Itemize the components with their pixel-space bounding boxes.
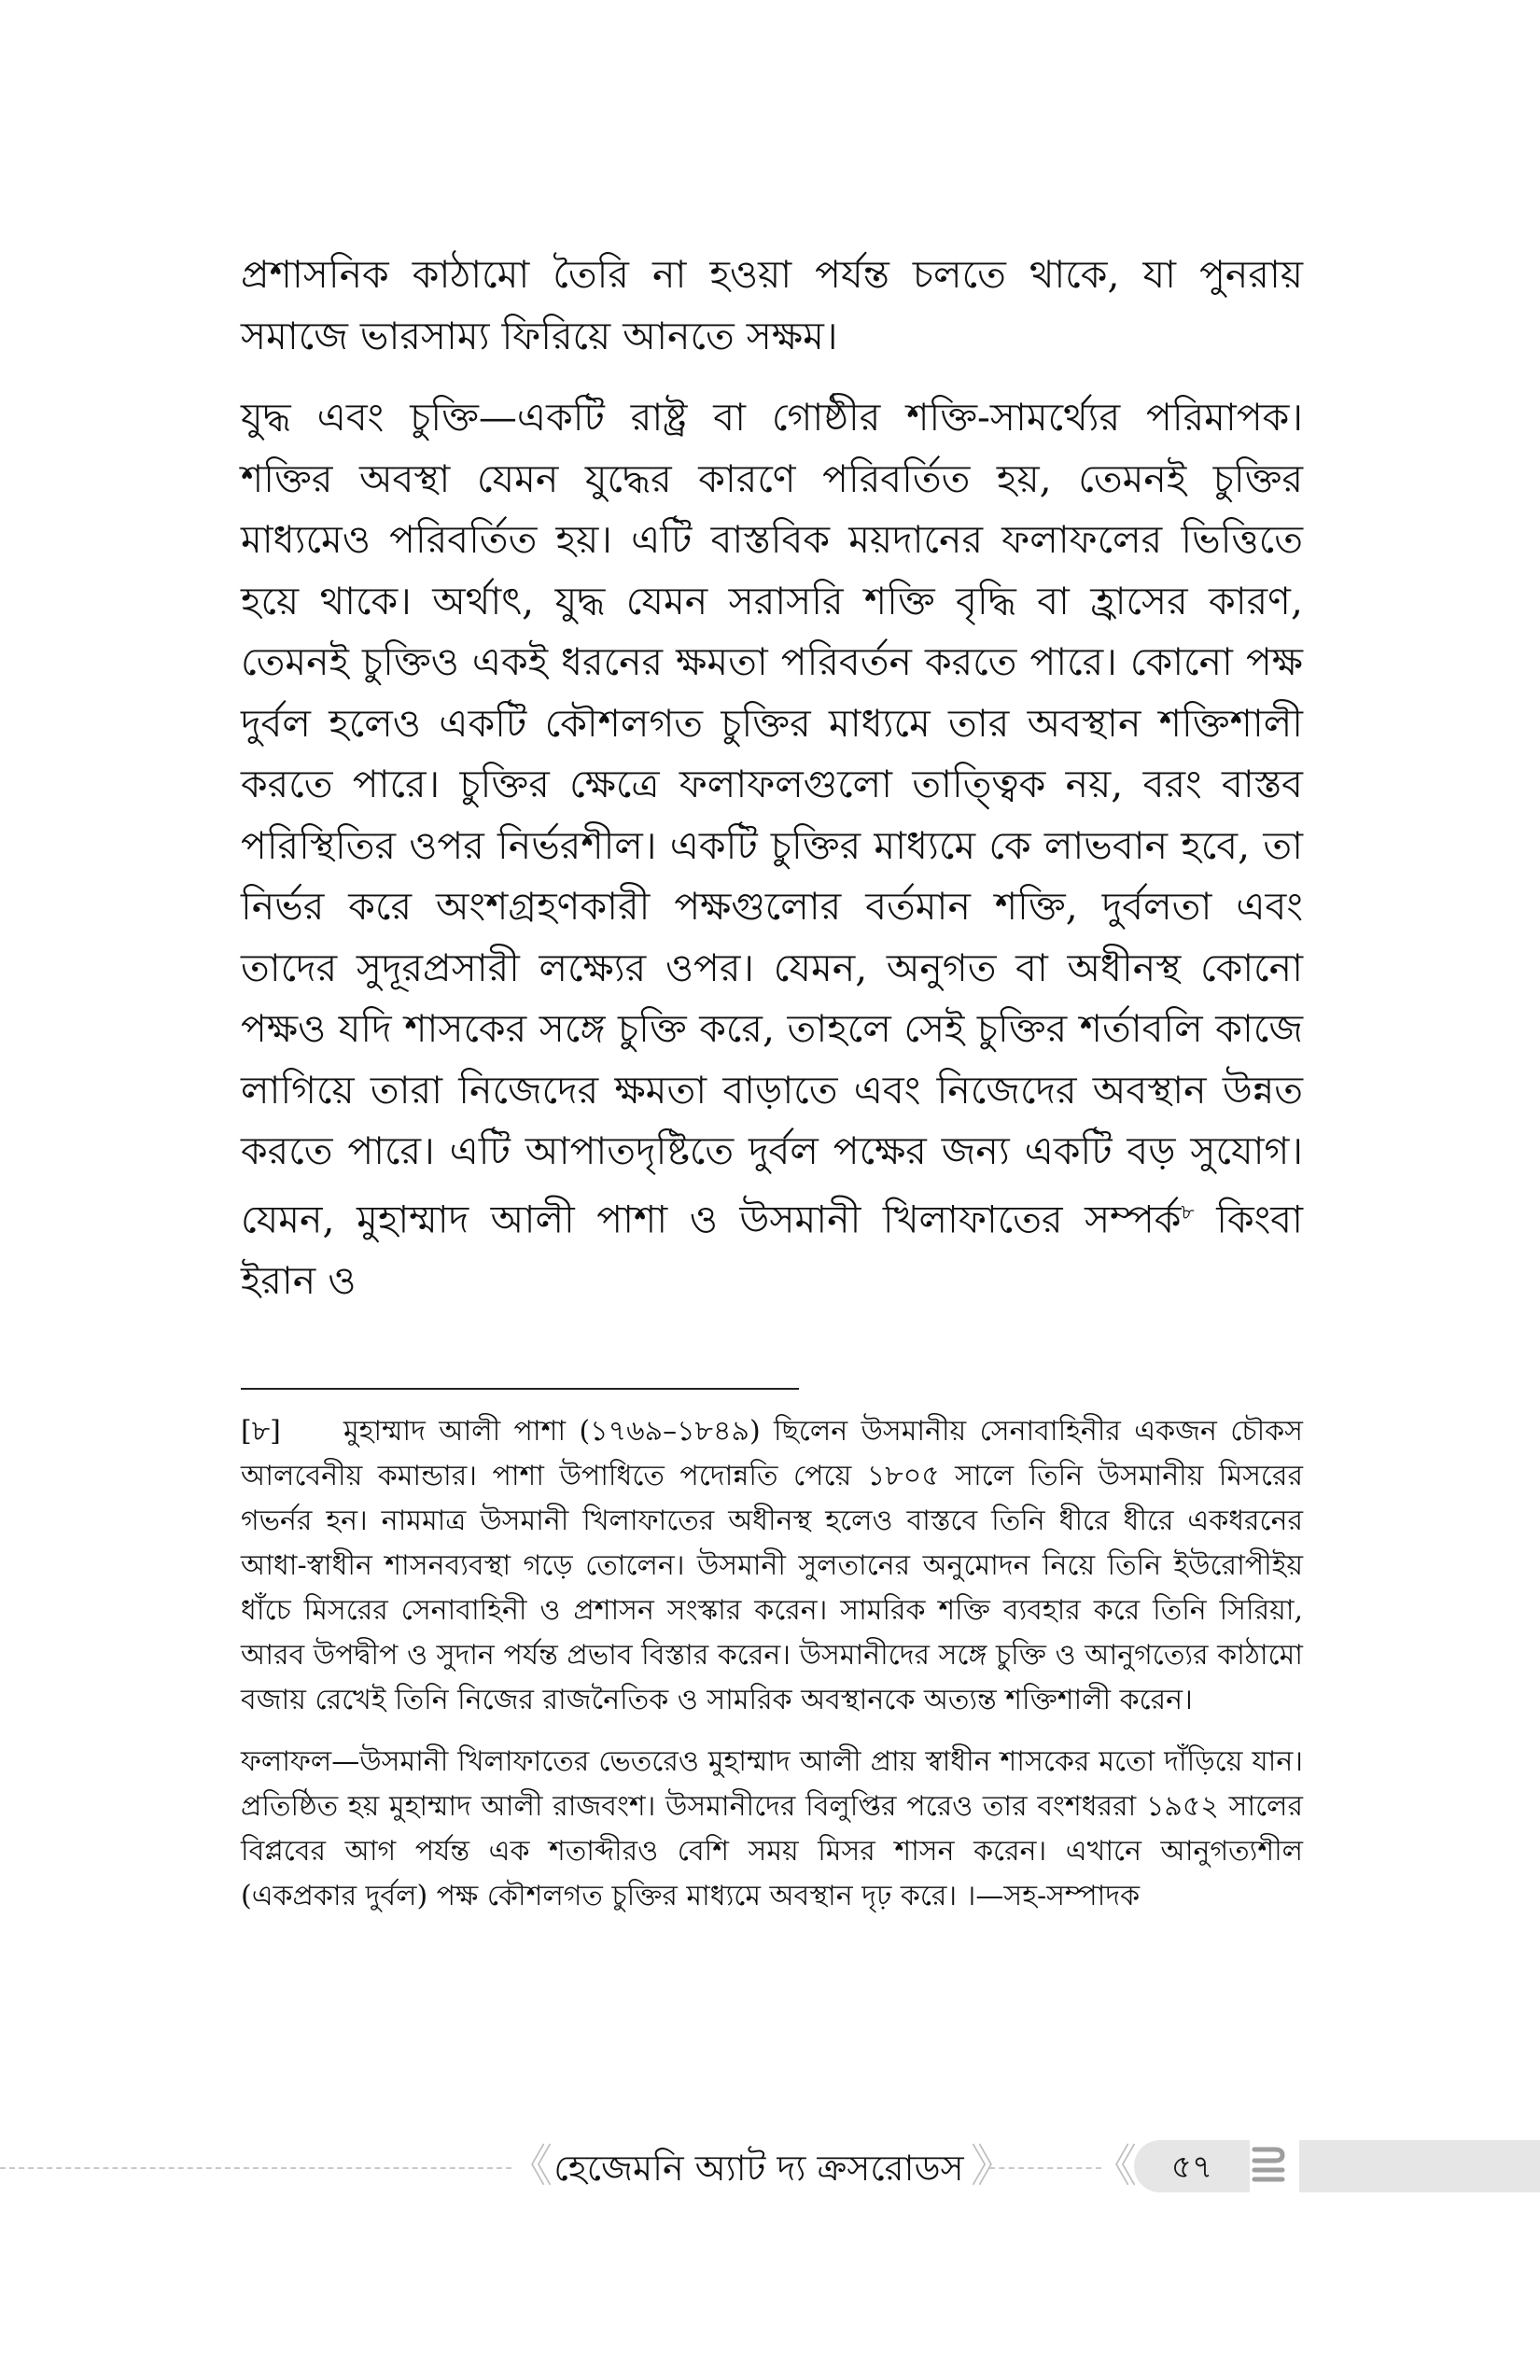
footnote-divider [241, 1388, 799, 1390]
chevron-right-icon: 》 [971, 2140, 1003, 2192]
paragraph-1: প্রশাসনিক কাঠামো তৈরি না হওয়া পর্যন্ত চলতে থাকে, যা পুনরায় সমাজে ভারসাম্য ফিরিয়ে আনতে সক্ষম। [241, 252, 1303, 358]
paragraph-2-tail: কিংবা ইরান ও [241, 1197, 1303, 1303]
footnote-ref[interactable]: ৮ [1181, 1200, 1195, 1225]
footer-dashed-line-right [989, 2167, 1101, 2169]
paragraph-2 [241, 387, 1303, 1311]
chevron-left-icon: 《 [508, 2140, 540, 2192]
footer-dashed-line-left [0, 2167, 511, 2169]
page-footer [0, 2133, 1540, 2207]
main-text [241, 245, 1303, 1311]
footnote-result: ফলাফল—উসমানী খিলাফাতের ভেতরেও মুহাম্মাদ আলী প্রায় স্বাধীন শাসকের মতো দাঁড়িয়ে যান। প্রতিষ্ঠিত হয় মুহাম্মাদ আলী রাজবংশ। উসমানীদের বিলুপ্তির পরেও তার বংশধররা ১৯৫২ সালের বিপ্লবের আগ পর্যন্ত এক শতাব্দীরও বেশি সময় মিসর শাসন করেন। এখানে আনুগত্যশীল (একপ্রকার দুর্বল) পক্ষ কৌশলগত চুক্তির মাধ্যমে অবস্থান দৃঢ় করে। ।—সহ-সম্পাদক [241, 1745, 1303, 1912]
chevron-page-icon: 《 [1092, 2140, 1125, 2192]
footnote-8 [241, 1409, 1303, 1723]
footnote-text: মুহাম্মাদ আলী পাশা (১৭৬৯–১৮৪৯) ছিলেন উসমানীয় সেনাবাহিনীর একজন চৌকস আলবেনীয় কমান্ডার। পাশা উপাধিতে পদোন্নতি পেয়ে ১৮০৫ সালে তিনি উসমানীয় মিসরের গভর্নর হন। নামমাত্র উসমানী খিলাফাতের অধীনস্থ হলেও বাস্তবে তিনি ধীরে ধীরে একধরনের আধা-স্বাধীন শাসনব্যবস্থা গড়ে তোলেন। উসমানী সুলতানের অনুমোদন নিয়ে তিনি ইউরোপীইয় ধাঁচে মিসরের সেনাবাহিনী ও প্রশাসন সংস্কার করেন। সামরিক শক্তি ব্যবহার করে তিনি সিরিয়া, আরব উপদ্বীপ ও সুদান পর্যন্ত প্রভাব বিস্তার করেন। উসমানীদের সঙ্গে চুক্তি ও আনুগত্যের কাঠামো বজায় রেখেই তিনি নিজের রাজনৈতিক ও সামরিক অবস্থানকে অত্যন্ত শক্তিশালী করেন। [241, 1415, 1303, 1716]
footnotes [241, 1409, 1303, 1919]
menu-lines-icon [1251, 2142, 1288, 2191]
page-number: ৫৭ [1170, 2149, 1213, 2186]
book-title: হেজেমনি অ্যাট দ্য ক্রসরোডস [553, 2148, 964, 2189]
footnote-number: [৮] [241, 1415, 281, 1448]
footer-gray-bar [1299, 2140, 1540, 2192]
paragraph-2-text: যুদ্ধ এবং চুক্তি—একটি রাষ্ট্র বা গোষ্ঠীর শক্তি-সামর্থ্যের পরিমাপক। শক্তির অবস্থা যেমন যুদ্ধের কারণে পরিবর্তিত হয়, তেমনই চুক্তির মাধ্যমেও পরিবর্তিত হয়। এটি বাস্তবিক ময়দানের ফলাফলের ভিত্তিতে হয়ে থাকে। অর্থাৎ, যুদ্ধ যেমন সরাসরি শক্তি বৃদ্ধি বা হ্রাসের কারণ, তেমনই চুক্তিও একই ধরনের ক্ষমতা পরিবর্তন করতে পারে। কোনো পক্ষ দুর্বল হলেও একটি কৌশলগত চুক্তির মাধ্যমে তার অবস্থান শক্তিশালী করতে পারে। চুক্তির ক্ষেত্রে ফলাফলগুলো তাত্ত্বিক নয়, বরং বাস্তব পরিস্থিতির ওপর নির্ভরশীল। একটি চুক্তির মাধ্যমে কে লাভবান হবে, তা নির্ভর করে অংশগ্রহণকারী পক্ষগুলোর বর্তমান শক্তি, দুর্বলতা এবং তাদের সুদূরপ্রসারী লক্ষ্যের ওপর। যেমন, অনুগত বা অধীনস্থ কোনো পক্ষও যদি শাসকের সঙ্গে চুক্তি করে, তাহলে সেই চুক্তির শর্তাবলি কাজে লাগিয়ে তারা নিজেদের ক্ষমতা বাড়াতে এবং নিজেদের অবস্থান উন্নত করতে পারে। এটি আপাতদৃষ্টিতে দুর্বল পক্ষের জন্য একটি বড় সুযোগ। যেমন, মুহাম্মাদ আলী পাশা ও উসমানী খিলাফাতের সম্পর্ক [241, 395, 1303, 1242]
